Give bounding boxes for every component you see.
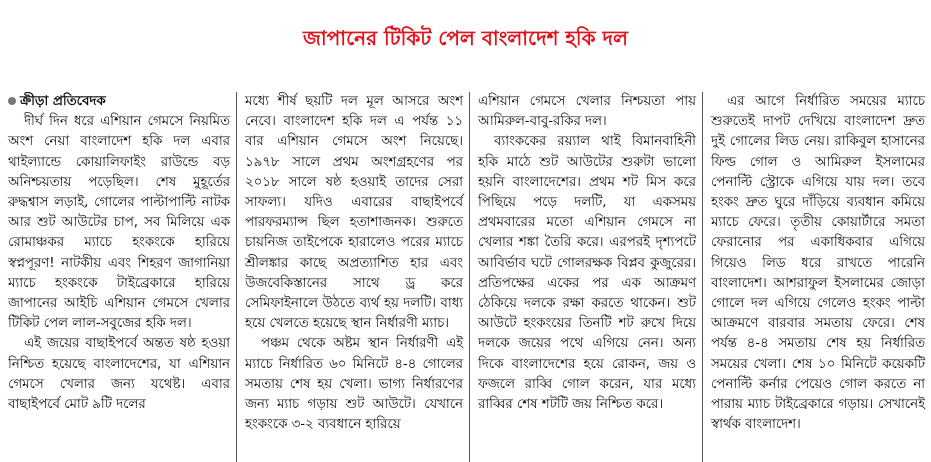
- article-column-3: [469, 92, 702, 462]
- paragraph: পঞ্চম থেকে অষ্টম স্থান নির্ধারণী এই ম্যাচে নির্ধারিত ৬০ মিনিটে ৪-৪ গোলের সমতায় শেষ হয় খেলা। ভাগ্য নির্ধারণের জন্য ম্যাচ গড়ায় শুট আউটে। যেখানে হংকংকে ৩-২ ব্যবধানে হারিয়ে: [245, 336, 463, 433]
- byline-text: ক্রীড়া প্রতিবেদক: [20, 94, 106, 109]
- byline: [8, 92, 230, 112]
- paragraph: এর আগে নির্ধারিত সময়ের ম্যাচে শুরুতেই দাপট দেখিয়ে বাংলাদেশ দ্রুত দুই গোলের লিড নেয়। রাকিবুল হাসানের ফিল্ড গোল ও আমিরুল ইসলামের পেনাল্টি স্ট্রোকে এগিয়ে যায় দল। তবে হংকং দ্রুত ঘুরে দাঁড়িয়ে ব্যবধান কমিয়ে ম্যাচে ফেরে। তৃতীয় কোয়ার্টারে সমতা ফেরানোর পর একাধিকবার এগিয়ে গিয়েও লিড ধরে রাখতে পারেনি বাংলাদেশ। আশরাফুল ইসলামের জোড়া গোলে দল এগিয়ে গেলেও হংকং পাল্টা আক্রমণে বারবার সমতায় ফেরে। শেষ পর্যন্ত ৪-৪ সমতায় শেষ হয় নির্ধারিত সময়ের খেলা। শেষ ১০ মিনিটে কয়েকটি পেনাল্টি কর্নার পেয়েও গোল করতে না পারায় ম্যাচ টাইব্রেকারে গড়ায়। সেখানেই স্বার্থক বাংলাদেশ।: [711, 94, 925, 433]
- article-column-4: [702, 92, 931, 462]
- article-column-1: [0, 92, 236, 462]
- paragraph: মধ্যে শীর্ষ ছয়টি দল মূল আসরে অংশ নেবে। বাংলাদেশ হকি দল এ পর্যন্ত ১১ বার এশিয়ান গেমসে অংশ নিয়েছে। ১৯৭৮ সালে প্রথম অংশগ্রহণের পর ২০১৮ সালে ষষ্ঠ হওয়াই তাদের সেরা সাফল্য। যদিও এবারের বাছাইপর্বে পারফরম্যান্স ছিল হতাশাজনক। শুরুতে চায়নিজ তাইপেকে হারালেও পরের ম্যাচে শ্রীলঙ্কার কাছে অপ্রত্যাশিত হার এবং উজবেকিস্তানের সাথে ড্র করে সেমিফাইনালে উঠতে ব্যর্থ হয় দলটি। বাধ্য হয়ে খেলতে হয়েছে স্থান নির্ধারণী ম্যাচ।: [245, 94, 463, 332]
- paragraph: ব্যাংককের রয়্যাল থাই বিমানবাহিনী হকি মাঠে শুট আউটের শুরুটা ভালো হয়নি বাংলাদেশের। প্রথম শট মিস করে পিছিয়ে পড়ে দলটি, যা একসময় প্রথমবারের মতো এশিয়ান গেমসে না খেলার শঙ্কা তৈরি করে। এরপরই দৃশ্যপটে আবির্ভাব ঘটে গোলরক্ষক বিপ্লব কুজুরের। প্রতিপক্ষের একের পর এক আক্রমণ ঠেকিয়ে দলকে রক্ষা করতে থাকেন। শুট আউটে হংকংয়ের তিনটি শট রুখে দিয়ে দলকে জয়ের পথে এগিয়ে নেন। অন্য দিকে বাংলাদেশের হয়ে রোকন, জয় ও ফজলে রাব্বি গোল করেন, যার মধ্যে রাব্বির শেষ শটটি জয় নিশ্চিত করে।: [478, 134, 696, 413]
- headline: জাপানের টিকিট পেল বাংলাদেশ হকি দল: [303, 25, 628, 50]
- paragraph: দীর্ঘ দিন ধরে এশিয়ান গেমসে নিয়মিত অংশ নেয়া বাংলাদেশ হকি দল এবার থাইল্যান্ডে কোয়ালিফাইং রাউন্ডে বড় অনিশ্চয়তায় পড়েছিল। শেষ মুহূর্তের রুদ্ধশ্বাস লড়াই, গোলের পাল্টাপাল্টি নাটক আর শুট আউটের চাপ, সব মিলিয়ে এক রোমাঞ্চকর ম্যাচে হংকংকে হারিয়ে স্বপ্নপূরণ! নাটকীয় এবং শিহরণ জাগানিয়া ম্যাচে হংকংকে টাইব্রেকারে হারিয়ে জাপানের আইচি এশিয়ান গেমসে খেলার টিকিট পেল লাল-সবুজের হকি দল।: [8, 114, 230, 332]
- paragraph: এশিয়ান গেমসে খেলার নিশ্চয়তা পায় আমিরুল-বাবু-রকির দল।: [478, 94, 696, 130]
- bullet-icon: [8, 97, 16, 105]
- paragraph: এই জয়ের বাছাইপর্বে অন্তত ষষ্ঠ হওয়া নিশ্চিত হয়েছে বাংলাদেশের, যা এশিয়ান গেমসে খেলার জন্য যথেষ্ট। এবার বাছাইপর্বে মোট ৯টি দলের: [8, 336, 230, 413]
- article-column-2: [236, 92, 469, 462]
- article-body: [0, 92, 931, 462]
